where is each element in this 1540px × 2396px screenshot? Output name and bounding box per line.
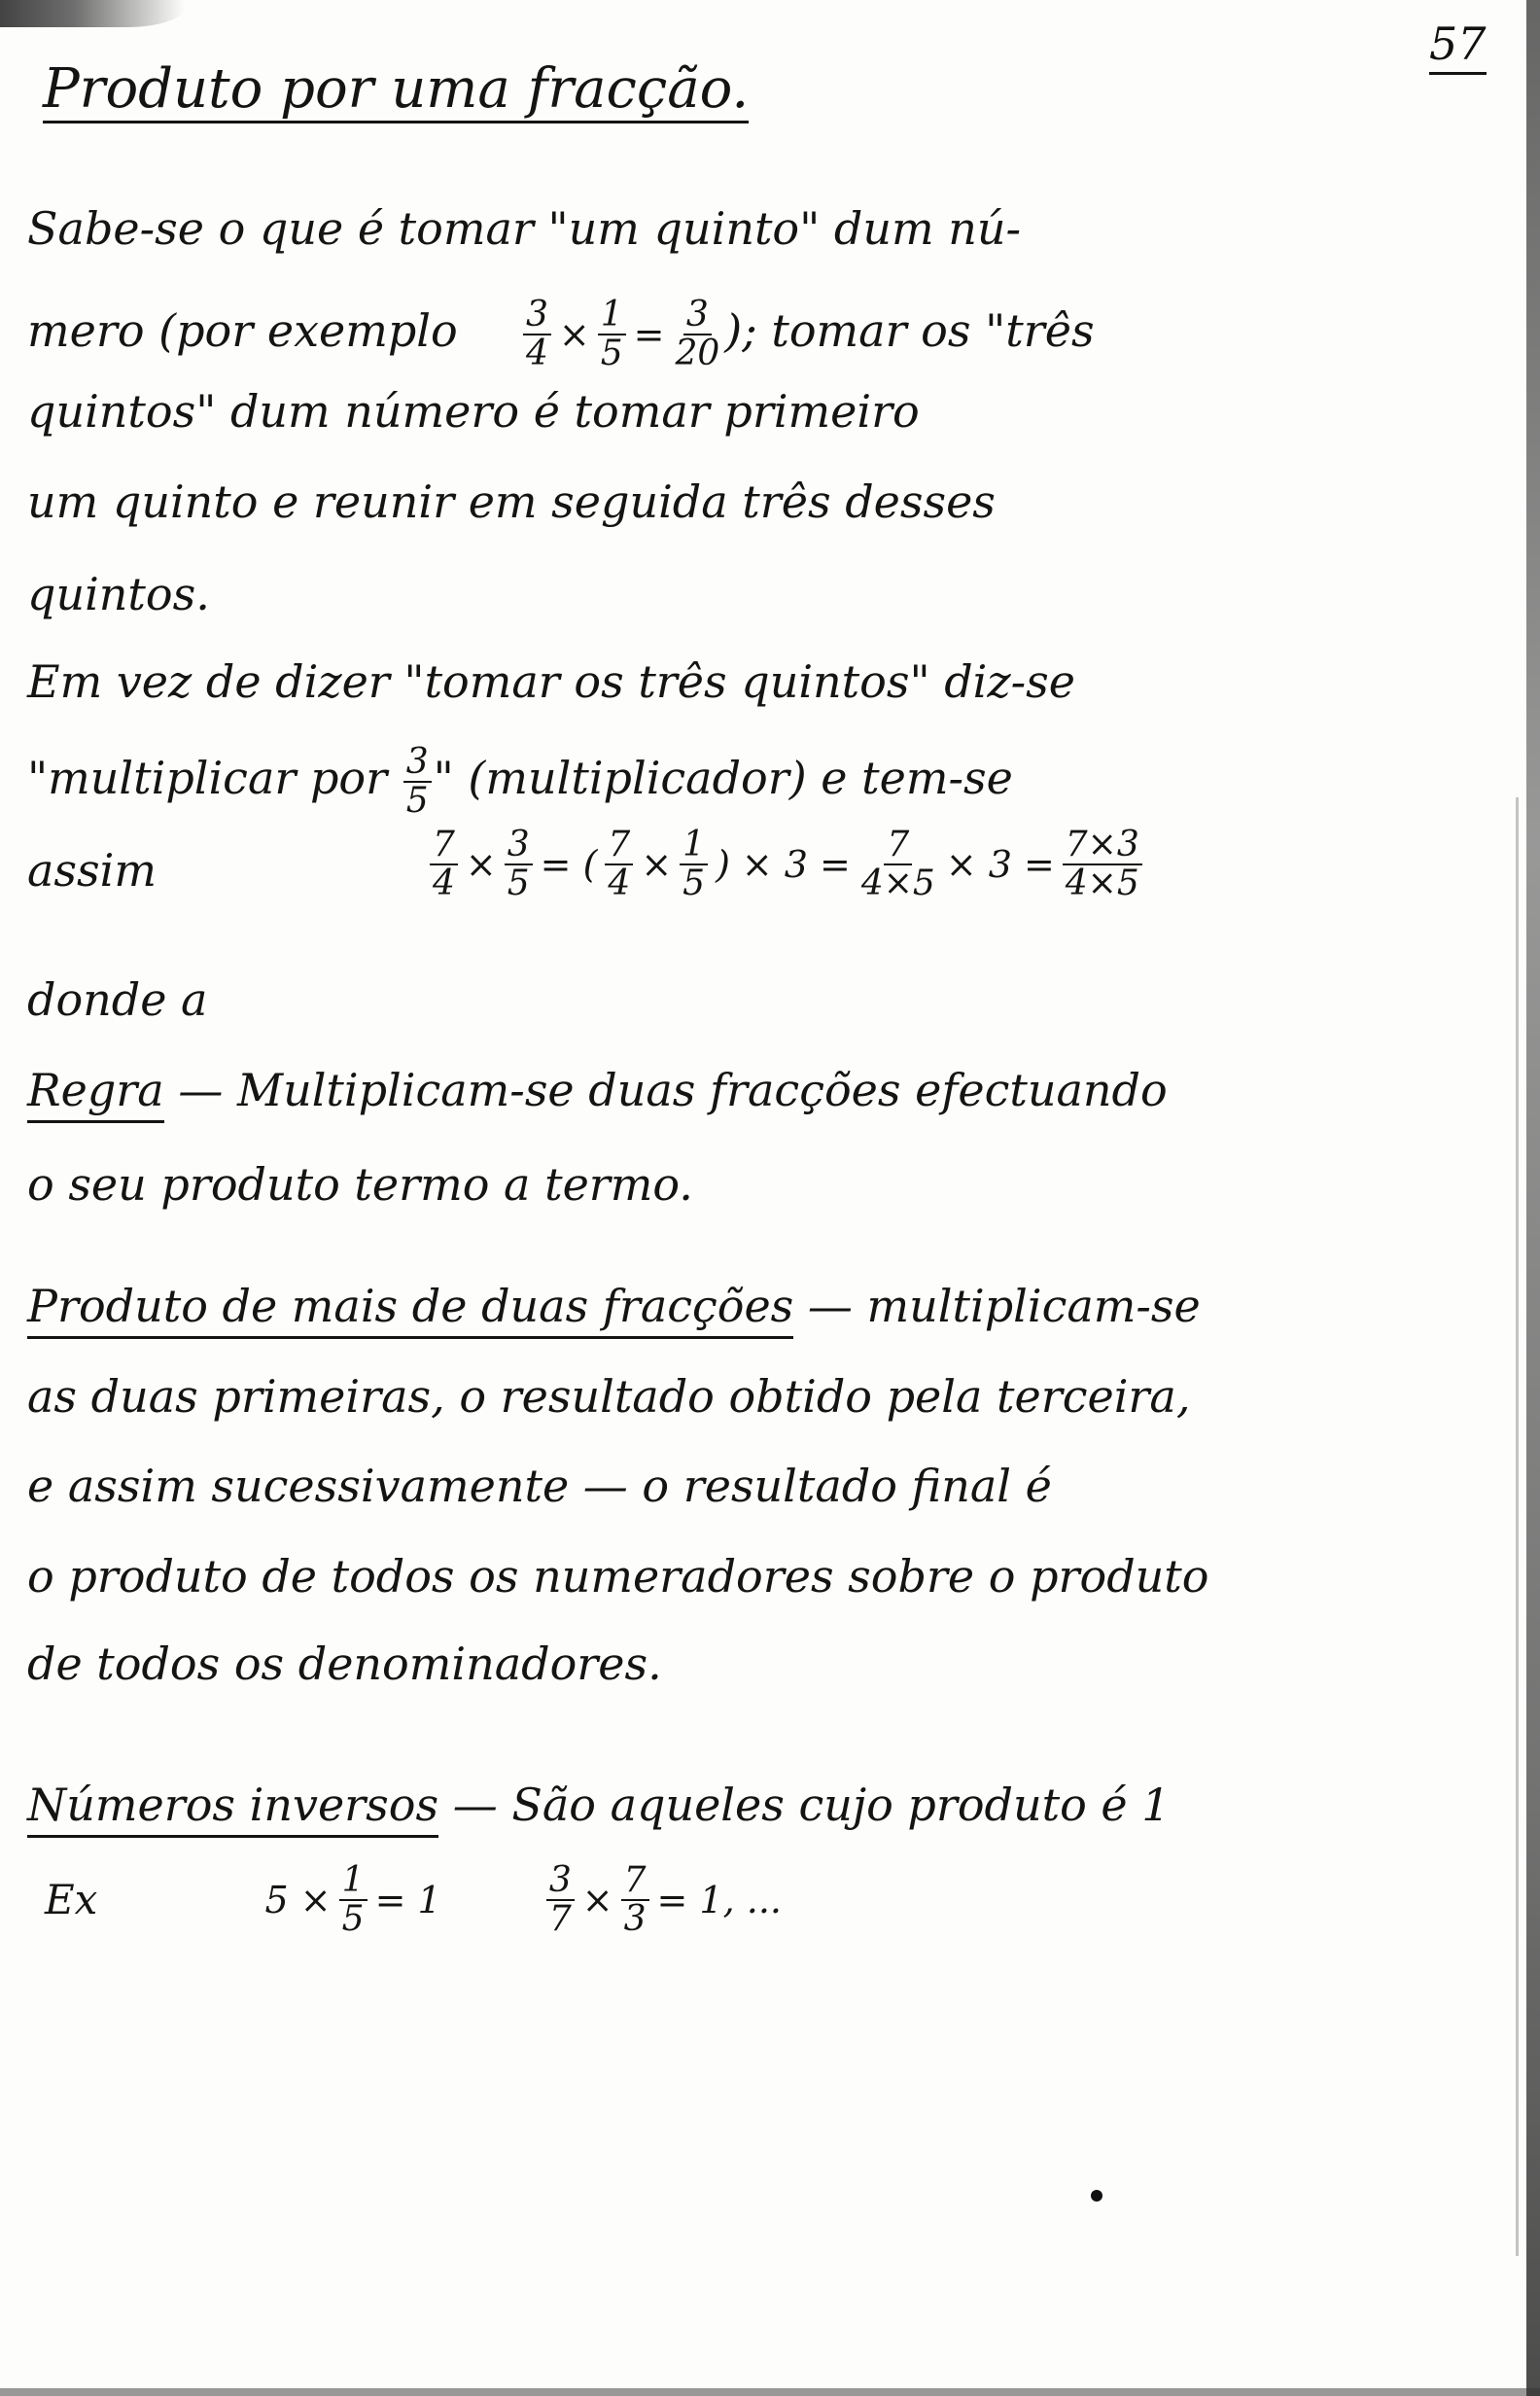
section-title-product-by-fraction: Produto por uma fracção. [43, 62, 749, 123]
text-line-3: quintos" dum número é tomar primeiro [27, 385, 920, 438]
text-line-1: Sabe-se o que é tomar "um quinto" dum nú- [27, 202, 1022, 255]
text-line-8: assim [27, 844, 157, 897]
text-line-7-end: " (multiplicador) e tem-se [433, 751, 1013, 804]
inverse-example-2-fraction-a: $\frac{3}{7}$ [546, 1862, 575, 1938]
inverse-example-1-lead: 5 × [264, 1878, 332, 1921]
section-title-inverse-numbers: Números inversos [27, 1779, 438, 1838]
text-line-7-start: "multiplicar por [27, 751, 388, 804]
section2-line-4: o produto de todos os numeradores sobre o produto [27, 1550, 1209, 1603]
product-equation: $\frac{7}{4}$ × $\frac{3}{5}$ = ( $\frac{7}{4}$ × $\frac{1}{5}$ ) × 3 = $\frac{7}{4\times 5}$ × 3 = $\frac{7\times 3}{4\times 5}$ [428, 827, 1144, 902]
section3-line-1 [27, 1779, 1171, 1831]
text-line-6: Em vez de dizer "tomar os três quintos" diz-se [27, 655, 1075, 708]
scan-shadow-bottom-edge [0, 2388, 1540, 2396]
section2-line-3: e assim sucessivamente — o resultado final é [27, 1460, 1052, 1512]
text-line-5: quintos. [27, 568, 210, 620]
inverse-example-2-fraction-b: $\frac{7}{3}$ [621, 1862, 649, 1938]
example-fraction-result: $\frac{3}{20}$ [675, 295, 720, 373]
example-fraction-a: $\frac{3}{4}$ [523, 297, 551, 372]
inverse-example-2-result: = 1, ... [656, 1878, 783, 1921]
scan-shadow-corner [0, 0, 185, 27]
rule-line-2: o seu produto termo a termo. [27, 1158, 693, 1211]
inverse-definition: — São aqueles cujo produto é 1 [438, 1779, 1171, 1831]
rule-label: Regra [27, 1064, 164, 1123]
scan-shadow-right-edge [1526, 0, 1540, 2396]
page-number: 57 [1429, 18, 1487, 75]
section2-text-1: — multiplicam-se [793, 1280, 1201, 1332]
rule-line-1 [27, 1064, 1168, 1116]
scan-line-artifact [1516, 797, 1519, 2256]
inverse-example-1-result: = 1 [374, 1878, 441, 1921]
rule-intro: donde a [27, 973, 208, 1026]
text-line-2-end: ); tomar os "três [724, 303, 1095, 357]
text-line-7 [27, 744, 1013, 820]
section-title-product-of-many: Produto de mais de duas fracções [27, 1280, 793, 1339]
ink-dot [1091, 2190, 1102, 2202]
section2-line-2: as duas primeiras, o resultado obtido pela terceira, [27, 1370, 1191, 1423]
text-line-2: mero (por exemplo $\frac{3}{4}$ × $\frac{1}{5}$ = $\frac{3}{20}$ ); tomar os "três [27, 295, 1095, 373]
section2-line-1 [27, 1280, 1201, 1332]
text-line-4: um quinto e reunir em seguida três desses [27, 476, 996, 528]
section2-line-5: de todos os denominadores. [27, 1638, 662, 1690]
inverse-example-1-fraction: $\frac{1}{5}$ [339, 1862, 368, 1938]
text-line-2-start: mero (por exemplo [27, 303, 458, 357]
example-label: Ex [45, 1876, 98, 1924]
rule-text-1: — Multiplicam-se duas fracções efectuando [163, 1064, 1168, 1116]
example-fraction-b: $\frac{1}{5}$ [598, 297, 626, 372]
inverse-examples: Ex 5 × $\frac{1}{5}$ = 1 $\frac{3}{7}$ × $\frac{7}{3}$ = 1, ... [45, 1860, 783, 1939]
multiplier-fraction: $\frac{3}{5}$ [403, 744, 432, 820]
